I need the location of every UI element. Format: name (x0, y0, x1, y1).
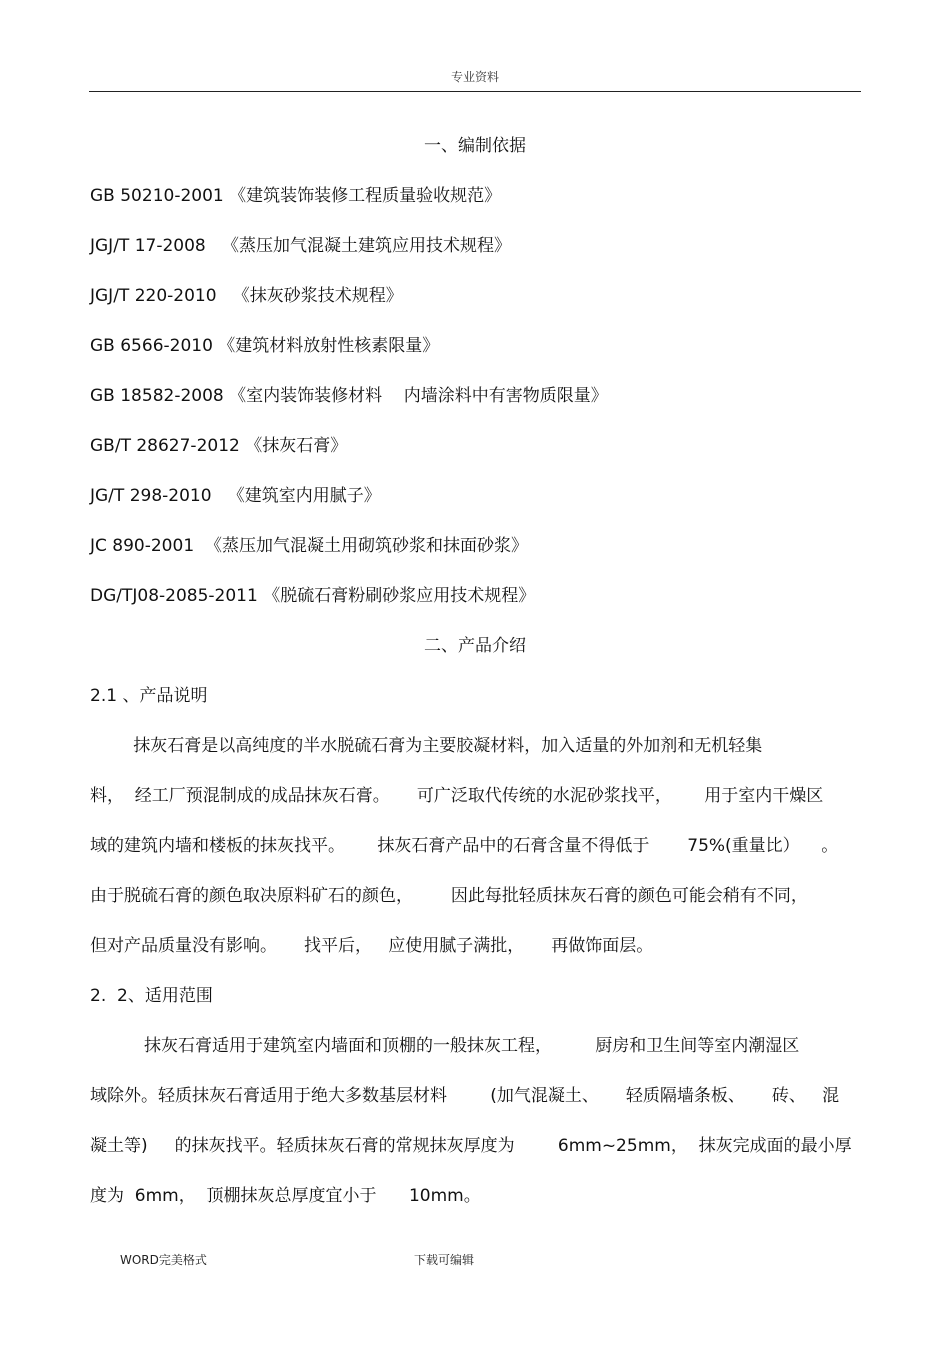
paragraph-line: 度为 6mm， 顶棚抹灰总厚度宜小于 10mm。 (90, 1186, 481, 1206)
paragraph-line: 由于脱硫石膏的颜色取决原料矿石的颜色， 因此每批轻质抹灰石膏的颜色可能会稍有不同， (90, 886, 808, 906)
standard-item: GB 18582-2008 《室内装饰装修材料 内墙涂料中有害物质限量》 (90, 386, 608, 406)
header-label: 专业资料 (450, 70, 499, 84)
standard-item: GB/T 28627-2012 《抹灰石膏》 (90, 436, 348, 456)
paragraph-line: 但对产品质量没有影响。 找平后， 应使用腻子满批， 再做饰面层。 (90, 936, 654, 956)
paragraph-line: 域除外。轻质抹灰石膏适用于绝大多数基层材料 (加气混凝土、 轻质隔墙条板、 砖、 混 (90, 1086, 840, 1106)
paragraph-line: 抹灰石膏适用于建筑室内墙面和顶棚的一般抹灰工程， 厨房和卫生间等室内潮湿区 (90, 1036, 800, 1056)
paragraph-line: 域的建筑内墙和楼板的抹灰找平。 抹灰石膏产品中的石膏含量不得低于 75%(重量比） 。 (90, 836, 839, 856)
paragraph-line: 抹灰石膏是以高纯度的半水脱硫石膏为主要胶凝材料，加入适量的外加剂和无机轻集 (90, 736, 763, 756)
standard-item: JG/T 298-2010 《建筑室内用腻子》 (90, 486, 381, 506)
paragraph-line: 凝土等) 的抹灰找平。轻质抹灰石膏的常规抹灰厚度为 6mm~25mm， 抹灰完成面的最小厚 (90, 1136, 852, 1156)
paragraph-line: 料， 经工厂预混制成的成品抹灰石膏。 可广泛取代传统的水泥砂浆找平， 用于室内干燥区 (90, 786, 824, 806)
standard-item: JC 890-2001 《蒸压加气混凝土用砌筑砂浆和抹面砂浆》 (90, 536, 528, 556)
standard-item: DG/TJ08-2085-2011 《脱硫石膏粉刷砂浆应用技术规程》 (90, 586, 536, 606)
footer-center-text: 下载可编辑 (414, 1253, 475, 1267)
standard-item: GB 50210-2001 《建筑装饰装修工程质量验收规范》 (90, 186, 502, 206)
footer-left-text: WORD完美格式 (120, 1253, 207, 1267)
subsection-2-1-heading: 2.1 、产品说明 (90, 686, 208, 706)
section-2-heading: 二、产品介绍 (424, 636, 526, 656)
standard-item: JGJ/T 220-2010 《抹灰砂浆技术规程》 (90, 286, 403, 306)
standard-item: JGJ/T 17-2008 《蒸压加气混凝土建筑应用技术规程》 (90, 236, 511, 256)
section-1-heading: 一、编制依据 (424, 136, 526, 156)
subsection-2-2-heading: 2. 2、适用范围 (90, 986, 213, 1006)
standard-item: GB 6566-2010 《建筑材料放射性核素限量》 (90, 336, 440, 356)
header-divider (89, 91, 861, 92)
